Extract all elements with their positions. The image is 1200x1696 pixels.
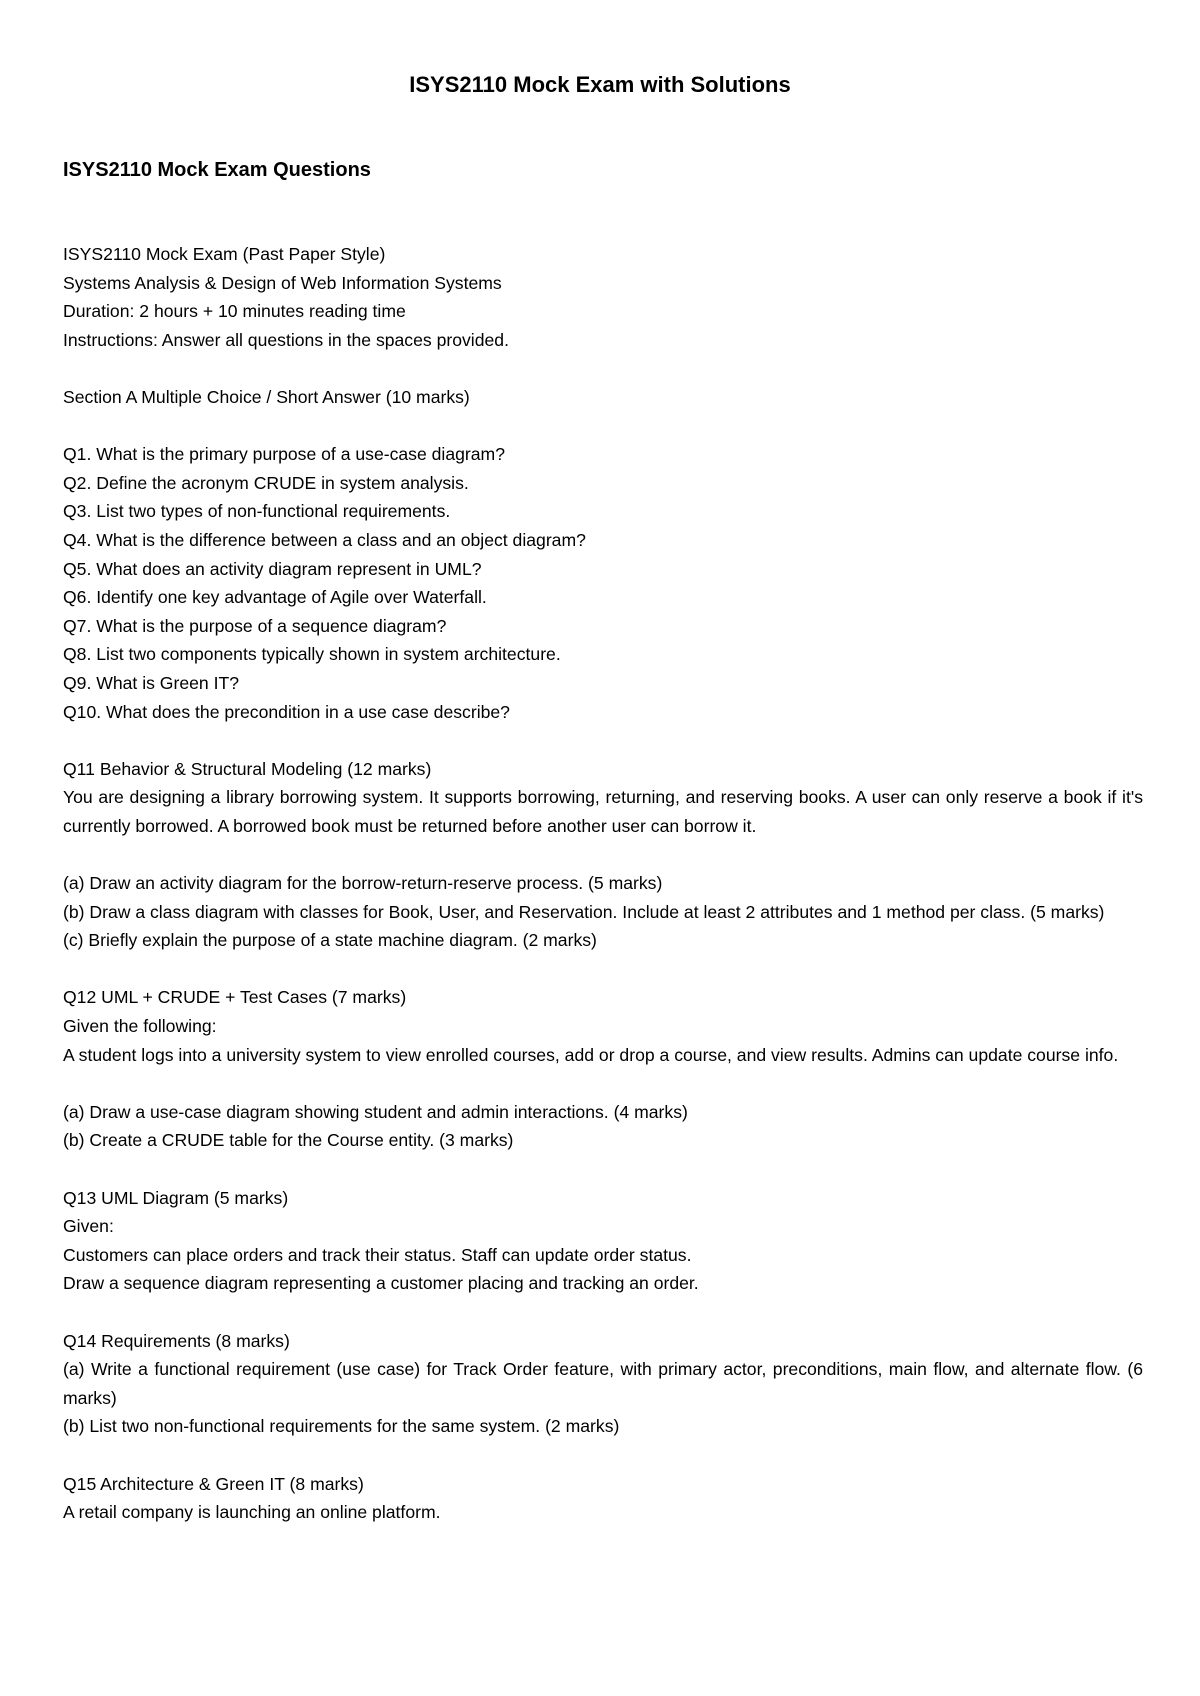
- spacer: [63, 354, 1143, 383]
- document-title: ISYS2110 Mock Exam with Solutions: [409, 72, 791, 97]
- q14-title: Q14 Requirements (8 marks): [63, 1330, 290, 1351]
- question-q4: Q4. What is the difference between a class and an object diagram?: [63, 529, 586, 550]
- question-q9: Q9. What is Green IT?: [63, 672, 239, 693]
- q11-part-a: (a) Draw an activity diagram for the borrow-return-reserve process. (5 marks): [63, 873, 663, 894]
- q15-title: Q15 Architecture & Green IT (8 marks): [63, 1473, 364, 1494]
- q12-title: Q12 UML + CRUDE + Test Cases (7 marks): [63, 987, 407, 1008]
- duration-line: Duration: 2 hours + 10 minutes reading time: [63, 301, 406, 322]
- instructions-line: Instructions: Answer all questions in the spaces provided.: [63, 329, 509, 350]
- q12-part-b: (b) Create a CRUDE table for the Course entity. (3 marks): [63, 1130, 514, 1151]
- q11-part-c: (c) Briefly explain the purpose of a state machine diagram. (2 marks): [63, 930, 597, 951]
- q12-scenario: A student logs into a university system to view enrolled courses, add or drop a course, and view results. Admins can update course info.: [63, 1044, 1119, 1065]
- q13-task: Draw a sequence diagram representing a customer placing and tracking an order.: [63, 1273, 699, 1294]
- q15-scenario: A retail company is launching an online platform.: [63, 1502, 441, 1523]
- q11-scenario: You are designing a library borrowing system. It supports borrowing, returning, and reserving books. A user can only reserve a book if it's currently borrowed. A borrowed book must be returned before another user can borrow it.: [63, 787, 1143, 836]
- course-name-line: Systems Analysis & Design of Web Information Systems: [63, 272, 502, 293]
- question-q2: Q2. Define the acronym CRUDE in system analysis.: [63, 472, 469, 493]
- spacer: [63, 840, 1143, 869]
- spacer: [63, 726, 1143, 755]
- q11-title: Q11 Behavior & Structural Modeling (12 marks): [63, 758, 432, 779]
- question-q3: Q3. List two types of non-functional requirements.: [63, 501, 451, 522]
- question-q1: Q1. What is the primary purpose of a use-case diagram?: [63, 444, 505, 465]
- q14-part-b: (b) List two non-functional requirements for the same system. (2 marks): [63, 1416, 620, 1437]
- q11-part-b: (b) Draw a class diagram with classes for Book, User, and Reservation. Include at least 2 attributes and 1 method per class. (5 marks): [63, 901, 1105, 922]
- spacer: [63, 1155, 1143, 1184]
- q12-intro: Given the following:: [63, 1016, 217, 1037]
- question-q6: Q6. Identify one key advantage of Agile over Waterfall.: [63, 587, 487, 608]
- spacer: [63, 955, 1143, 984]
- question-q10: Q10. What does the precondition in a use case describe?: [63, 701, 510, 722]
- q14-part-a: (a) Write a functional requirement (use case) for Track Order feature, with primary actor, preconditions, main flow, and alternate flow. (6 marks): [63, 1359, 1143, 1408]
- questions-heading: ISYS2110 Mock Exam Questions: [63, 159, 371, 181]
- q13-title: Q13 UML Diagram (5 marks): [63, 1187, 289, 1208]
- spacer: [63, 1441, 1143, 1470]
- spacer: [63, 1069, 1143, 1098]
- question-q8: Q8. List two components typically shown in system architecture.: [63, 644, 561, 665]
- exam-body: [63, 240, 1143, 1527]
- question-q5: Q5. What does an activity diagram represent in UML?: [63, 558, 482, 579]
- exam-header-line: ISYS2110 Mock Exam (Past Paper Style): [63, 244, 386, 264]
- q12-part-a: (a) Draw a use-case diagram showing student and admin interactions. (4 marks): [63, 1101, 688, 1122]
- question-q7: Q7. What is the purpose of a sequence diagram?: [63, 615, 447, 636]
- spacer: [63, 1298, 1143, 1327]
- section-a-title: Section A Multiple Choice / Short Answer (10 marks): [63, 386, 470, 407]
- q13-intro: Given:: [63, 1216, 114, 1237]
- q13-scenario: Customers can place orders and track their status. Staff can update order status.: [63, 1244, 692, 1265]
- spacer: [63, 412, 1143, 441]
